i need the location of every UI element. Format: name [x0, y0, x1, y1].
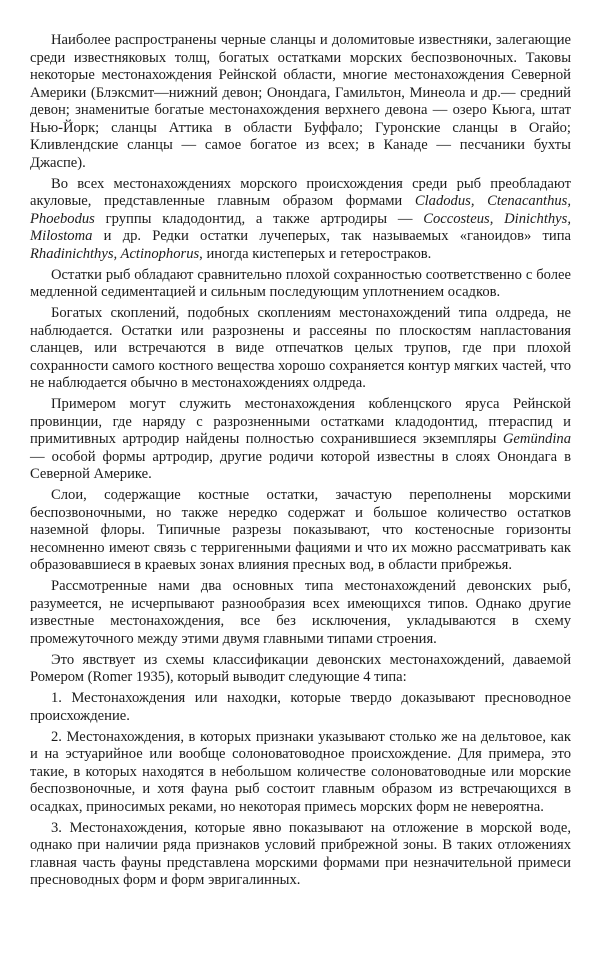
text-run: Примером могут служить местонахождения кобленцского яруса Рейнской провинции, где наряду с разрозненными остатками кладодонтид, птераспид и примитивных артродир найдены полностью сохранившиеся экземпляры: [30, 396, 571, 447]
paragraph: [30, 820, 571, 890]
text-run: Во всех местонахождениях морского происхождения среди рыб преобладают акуловые, представленные главным образом формами: [30, 175, 571, 209]
text-run: 3. Местонахождения, которые явно показывают на отложение в морской воде, однако при наличии ряда признаков условий прибрежной зоны. В таких отложениях главная часть фауны представлена морскими формами при незначительной примеси пресноводных форм и форм эвригалинных.: [30, 819, 571, 888]
document-page: [30, 32, 571, 893]
text-run: Богатых скоплений, подобных скоплениям местонахождений типа олдреда, не наблюдается. Остатки или разрознены и рассеяны по плоскостям напластования сланцев, или встречаются в виде отпечатков целых трупов, где при плохой сохранности самого костного вещества хорошо сохраняется контур мягких частей, что не наблюдается обычно в местонахождениях олдреда.: [30, 305, 571, 391]
italic-taxon-names: Gemündina: [502, 431, 571, 447]
paragraph: [30, 652, 571, 687]
paragraph: [30, 267, 571, 302]
paragraph: [30, 305, 571, 393]
paragraph: [30, 690, 571, 725]
paragraph: [30, 729, 571, 817]
text-run: , иногда кистеперых и гетеростраков.: [199, 245, 432, 262]
paragraph: [30, 487, 571, 575]
text-run: 1. Местонахождения или находки, которые твердо доказывают пресноводное происхождение.: [30, 690, 571, 724]
text-run: и др. Редки остатки лучеперых, так называемых «ганоидов» типа: [92, 228, 571, 244]
italic-taxon-names: Coccosteus, Dinichthys, Milostoma: [30, 210, 571, 244]
paragraph: [30, 578, 571, 648]
text-run: Наиболее распространены черные сланцы и доломитовые известняки, залегающие среди известняковых толщ, богатых остатками морских беспозвоночных. Таковы некоторые местонахождения Рейнской области, многие местонахождения Северной Америки (Блэксмит—нижний девон; Онондага, Гамильтон, Минеола и др.— средний девон; знаменитые богатые местонахождения верхнего девона — озеро Кьюга, штат Нью-Йорк; сланцы Аттика в области Буффало; Гуронские сланцы в Огайо; Кливлендские сланцы — самое богатое из всех; в Канаде — песчаники бухты Джаспе).: [30, 32, 571, 171]
paragraph: [30, 32, 571, 172]
text-body: [30, 32, 571, 890]
paragraph: [30, 176, 571, 264]
text-run: Рассмотренные нами два основных типа местонахождений девонских рыб, разумеется, не исчерпывают разнообразия всех имеющихся типов. Однако другие известные местонахождения, все без исключения, укладываются в схему промежуточного между этими двумя главными типами строения.: [30, 578, 571, 647]
text-run: 2. Местонахождения, в которых признаки указывают столько же на дельтовое, как и на эстуарийное или вообще солоноватоводное происхождение. Для примера, это такие, в которых находятся в небольшом количестве солоноватоводные или морские беспозвоночные, и хотя фауна рыб состоит главным образом из встречающихся в осадках, приносимых реками, но некоторая примесь морских форм не невероятна.: [30, 728, 571, 815]
text-run: — особой формы артродир, другие родичи которой известны в слоях Онондага в Северной Америке.: [30, 448, 571, 482]
paragraph: [30, 396, 571, 484]
text-run: Это явствует из схемы классификации девонских местонахождений, даваемой Ромером (Romer 1935), который выводит следующие 4 типа:: [30, 651, 571, 685]
text-run: группы кладодонтид, а также артродиры —: [94, 210, 424, 227]
text-run: Остатки рыб обладают сравнительно плохой сохранностью соответственно с более медленной седиментацией и сильным последующим уплотнением осадков.: [30, 266, 571, 300]
italic-taxon-names: Cladodus, Ctenacanthus, Phoebodus: [30, 193, 572, 227]
italic-taxon-names: Rhadinichthys, Actinophorus: [30, 245, 200, 262]
text-run: Слои, содержащие костные остатки, зачастую переполнены морскими беспозвоночными, но также нередко содержат и большое количество остатков наземной флоры. Типичные разрезы показывают, что костеносные горизонты несомненно имеют связь с терригенными фациями и что их можно рассматривать как образовавшиеся в краевых зонах влияния пресных вод, в области прибрежья.: [30, 487, 571, 573]
